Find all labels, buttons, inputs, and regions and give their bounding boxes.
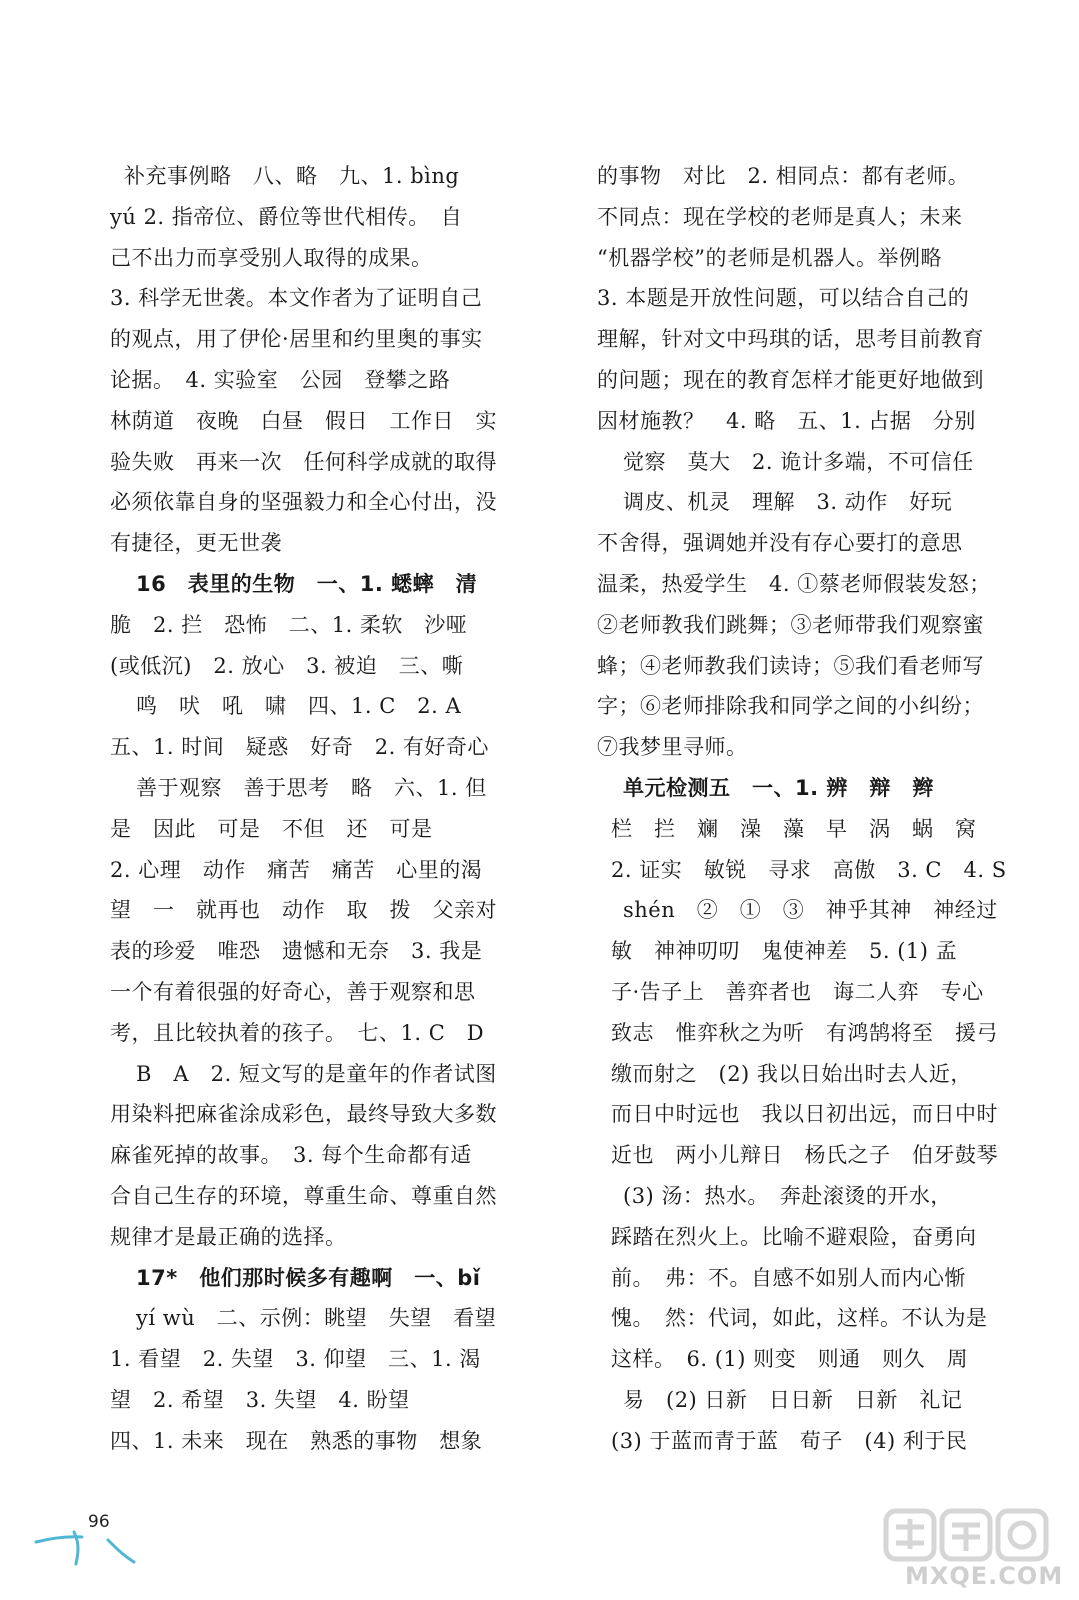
text-line: (或低沉) 2. 放心 3. 被迫 三、嘶 [110,653,464,678]
text-line: 验失败 再来一次 任何科学成就的取得 [110,449,497,474]
text-line: “机器学校”的老师是机器人。举例略 [597,245,942,270]
text-line: 不同点：现在学校的老师是真人；未来 [597,204,963,229]
text-line: 字；⑥老师排除我和同学之间的小纠纷； [597,694,984,719]
text-line: 用染料把麻雀涂成彩色，最终导致大多数 [110,1102,497,1127]
text-line: 1. 看望 2. 失望 3. 仰望 三、1. 渴 [110,1347,481,1372]
text-line: 补充事例略 八、略 九、1. bìng [124,164,460,188]
text-line: 踩踏在烈火上。比喻不避艰险，奋勇向 [611,1224,977,1249]
text-line: 2. 证实 敏锐 寻求 高傲 3. C 4. S [611,857,1007,882]
text-line: 望 一 就再也 动作 取 拨 父亲对 [110,898,497,923]
text-line: 调皮、机灵 理解 3. 动作 好玩 [623,490,953,515]
section-heading-line: 17* 他们那时候多有趣啊 一、bǐ [136,1265,481,1290]
section-heading-line: 16 表里的生物 一、1. 蟋蟀 清 [136,571,478,596]
text-line: 必须依靠自身的坚强毅力和全心付出，没 [110,490,497,515]
text-line: 表的珍爱 唯恐 遗憾和无奈 3. 我是 [110,939,483,964]
text-line: 不舍得，强调她并没有存心要打的意思 [597,531,963,556]
text-line: 论据。 4. 实验室 公园 登攀之路 [110,367,451,392]
text-line: 子·告子上 善弈者也 诲二人弈 专心 [611,979,984,1004]
text-line: 致志 惟弈秋之为听 有鸿鹄将至 援弓 [611,1020,998,1045]
text-line: 2. 心理 动作 痛苦 痛苦 心里的渴 [110,857,483,882]
text-line: 四、1. 未来 现在 熟悉的事物 想象 [110,1428,483,1453]
text-line: 鸣 吠 吼 啸 四、1. C 2. A [136,694,462,719]
text-line: 望 2. 希望 3. 失望 4. 盼望 [110,1387,410,1412]
text-line: 敏 神神叨叨 鬼使神差 5. (1) 孟 [611,939,958,964]
text-line: 的问题；现在的教育怎样才能更好地做到 [597,367,984,392]
page-number: 96 [88,1512,110,1532]
text-line: 的事物 对比 2. 相同点：都有老师。 [597,164,970,188]
text-line: 觉察 莫大 2. 诡计多端，不可信任 [623,449,974,474]
text-line: 考，且比较执着的孩子。 七、1. C D [110,1020,485,1045]
text-line: 理解，针对文中玛琪的话，思考目前教育 [597,327,984,352]
text-line: 脆 2. 拦 恐怖 二、1. 柔软 沙哑 [110,612,468,637]
text-line: 温柔，热爱学生 4. ①蔡老师假装发怒； [597,571,991,596]
text-line: B A 2. 短文写的是童年的作者试图 [136,1061,497,1086]
text-line: 易 (2) 日新 日日新 日新 礼记 [623,1387,963,1412]
text-line: shén ② ① ③ 神乎其神 神经过 [623,898,998,923]
text-line: yí wù 二、示例：眺望 失望 看望 [136,1306,497,1331]
text-line: 3. 科学无世袭。本文作者为了证明自己 [110,286,483,311]
text-line: 五、1. 时间 疑惑 好奇 2. 有好奇心 [110,735,489,760]
text-line: 有捷径，更无世袭 [110,531,282,556]
text-line: 合自己生存的环境，尊重生命、尊重自然 [110,1183,497,1208]
text-line: 缴而射之 (2) 我以日始出时去人近， [611,1061,972,1086]
left-column [110,156,540,1462]
text-line: 规律才是最正确的选择。 [110,1224,347,1249]
text-line: 因材施教？ 4. 略 五、1. 占据 分别 [597,408,976,433]
text-line: 是 因此 可是 不但 还 可是 [110,816,433,841]
watermark-text: MXQE.COM [905,1562,1064,1590]
text-line: 3. 本题是开放性问题，可以结合自己的 [597,286,970,311]
section-heading-line: 单元检测五 一、1. 辨 辩 辫 [623,775,934,800]
text-line: 而日中时远也 我以日初出远，而日中时 [611,1102,998,1127]
text-line: 一个有着很强的好奇心，善于观察和思 [110,979,476,1004]
text-line: yú 2. 指帝位、爵位等世代相传。 自 [110,204,463,229]
text-line: 栏 拦 斓 澡 藻 早 涡 蜗 窝 [611,816,977,841]
text-line: 愧。 然：代词，如此，这样。不认为是 [611,1306,988,1331]
text-line: 前。 弗：不。自感不如别人而内心惭 [611,1265,966,1290]
right-column [597,156,1029,1462]
text-line: ②老师教我们跳舞；③老师带我们观察蜜 [597,612,984,637]
pen-scribble-icon [30,1510,140,1570]
text-line: 这样。 6. (1) 则变 则通 则久 周 [611,1347,969,1372]
text-line: 林荫道 夜晚 白昼 假日 工作日 实 [110,408,497,433]
text-line: 的观点，用了伊伦·居里和约里奥的事实 [110,327,483,352]
text-line: 麻雀死掉的故事。 3. 每个生命都有适 [110,1143,472,1168]
text-line: ⑦我梦里寻师。 [597,735,748,760]
text-line: 善于观察 善于思考 略 六、1. 但 [136,775,487,800]
text-line: 蜂；④老师教我们读诗；⑤我们看老师写 [597,653,984,678]
text-line: 近也 两小儿辩日 杨氏之子 伯牙鼓琴 [611,1143,998,1168]
text-line: (3) 于蓝而青于蓝 荀子 (4) 利于民 [611,1428,968,1453]
text-line: (3) 汤：热水。 奔赴滚烫的开水， [623,1183,952,1208]
text-line: 己不出力而享受别人取得的成果。 [110,245,433,270]
